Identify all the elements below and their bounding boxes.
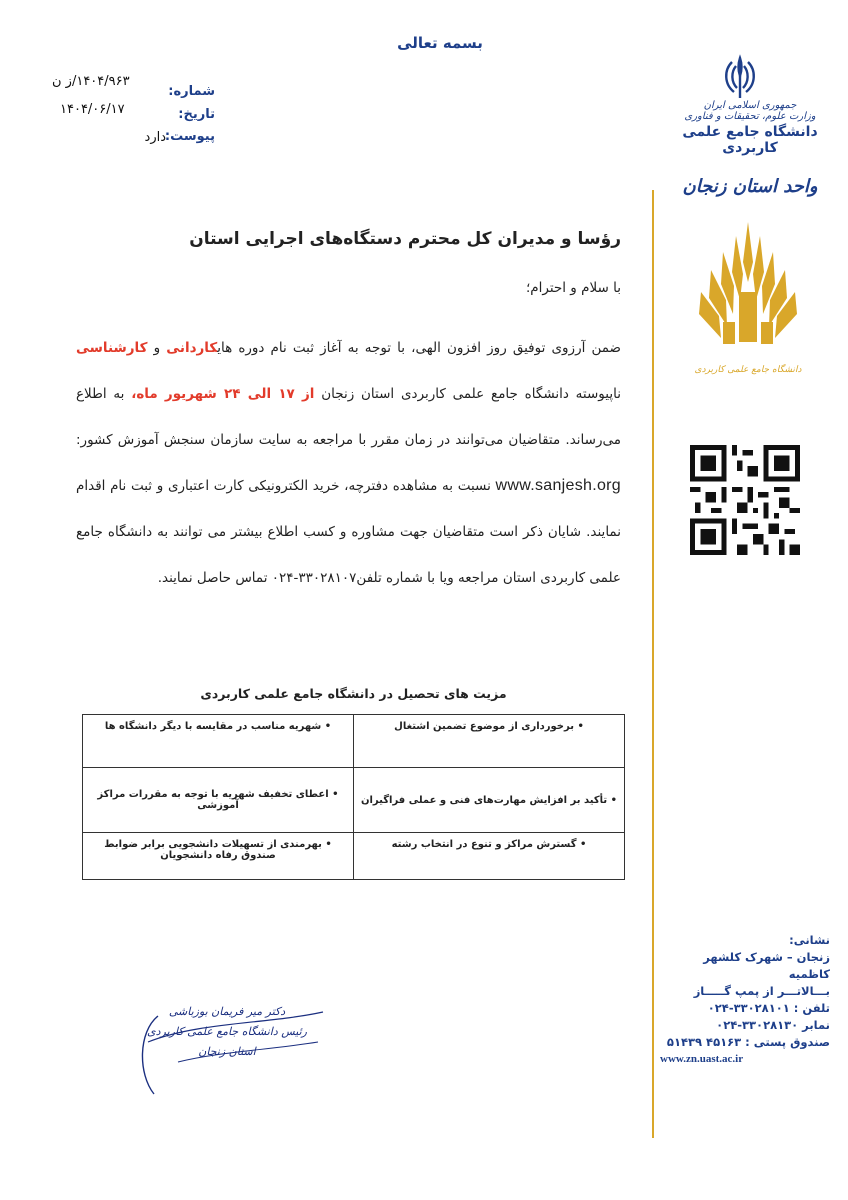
qr-code-icon [690,445,800,555]
table-cell: • بهرمندی از تسهیلات دانشجویی برابر ضوابط صندوق رفاه دانشجویان [83,833,354,880]
fax-line: نمابر ۳۳۰۲۸۱۳۰-۰۲۴ [716,1018,830,1032]
attachment-value: دارد [144,130,166,145]
org-university: دانشگاه جامع علمی کاربردی [682,124,818,156]
gold-divider-line [652,190,654,1138]
recipient-heading: رؤسا و مدیران کل محترم دستگاه‌های اجرایی استان [189,229,621,249]
signature-block [118,1002,336,1102]
bismillah-heading: بسمه تعالی [397,34,483,52]
signatory-title: رئیس دانشگاه جامع علمی کاربردی [147,1025,307,1038]
university-logo-icon [693,222,803,402]
signatory-name: دکتر میر فریمان بوزباشی [168,1005,286,1018]
pobox-line: صندوق پستی : ۴۵۱۶۳ ۵۱۴۳۹ [666,1035,830,1049]
number-label: شماره: [168,84,215,99]
table-row [83,715,625,768]
logo-caption: دانشگاه جامع علمی کاربردی [694,365,802,375]
address-label: نشانی: [789,933,830,947]
address-line-2: بـــالاتـــر از پمپ گـــــاز [693,984,830,998]
advantages-table [82,714,625,880]
website-link[interactable]: www.zn.uast.ac.ir [660,1053,744,1065]
table-cell: • تأکید بر افزایش مهارت‌های فنی و عملی فراگیران [354,768,625,833]
table-cell: • اعطای تخفیف شهریه با توجه به مقررات مراکز آموزشی [83,768,354,833]
org-unit: واحد استان زنجان [682,176,818,197]
highlight-date-range: از ۱۷ الی ۲۴ شهریور ماه، [131,386,315,402]
attachment-label: پیوست: [164,129,215,144]
address-line-1: زنجان – شهرک کلشهر کاظمیه [703,950,830,981]
iran-emblem-icon [718,54,762,102]
table-row [83,768,625,833]
highlight-associate-degree: کاردانی [166,340,218,356]
contact-block [660,932,830,1068]
table-cell: • گسترش مراکز و تنوع در انتخاب رشته [354,833,625,880]
advantages-title: مزیت های تحصیل در دانشگاه جامع علمی کاربردی [200,686,507,701]
greeting-line: با سلام و احترام؛ [525,280,621,296]
table-row [83,833,625,880]
org-country: جمهوری اسلامی ایران [703,100,797,111]
signatory-place: استان زنجان [198,1045,256,1058]
phone-line: تلفن : ۳۳۰۲۸۱۰۱-۰۲۴ [707,1001,830,1015]
highlight-bachelor-degree: کارشناسی [76,340,148,356]
date-label: تاریخ: [178,107,215,122]
table-cell: • شهریه مناسب در مقایسه با دیگر دانشگاه ها [83,715,354,768]
signatory-text [118,1002,336,1062]
date-value: ۱۴۰۴/۰۶/۱۷ [60,102,125,117]
number-value: ۱۴۰۴/۹۶۳/ز ن [52,74,130,89]
org-ministry: وزارت علوم، تحقیقات و فناوری [684,111,816,122]
letter-body-paragraph: ضمن آرزوی توفیق روز افزون الهی، با توجه به آغاز ثبت نام دوره هایکاردانی و کارشناسی ناپیوسته دانشگاه جامع علمی کاربردی استان زنجان از ۱۷ الی ۲۴ شهریور ماه، به اطلاع می‌رساند. متقاضیان می‌توانند در زمان مقرر با مراجعه به سایت سازمان سنجش آموزش کشور: www.sanjesh.org نسبت به مشاهده دفترچه، خرید الکترونیکی کارت اعتباری و ثبت نام اقدام نمایند. شایان ذکر است متقاضیان جهت مشاوره و کسب اطلاع بیشتر می توانند به دانشگاه جامع علمی کاربردی استان مراجعه ویا با شماره تلفن۳۳۰۲۸۱۰۷-۰۲۴ تماس حاصل نمایند. [76,340,621,586]
table-cell: • برخورداری از موضوع تضمین اشتغال [354,715,625,768]
org-block [660,100,840,156]
sanjesh-website-link[interactable]: www.sanjesh.org [495,477,621,494]
